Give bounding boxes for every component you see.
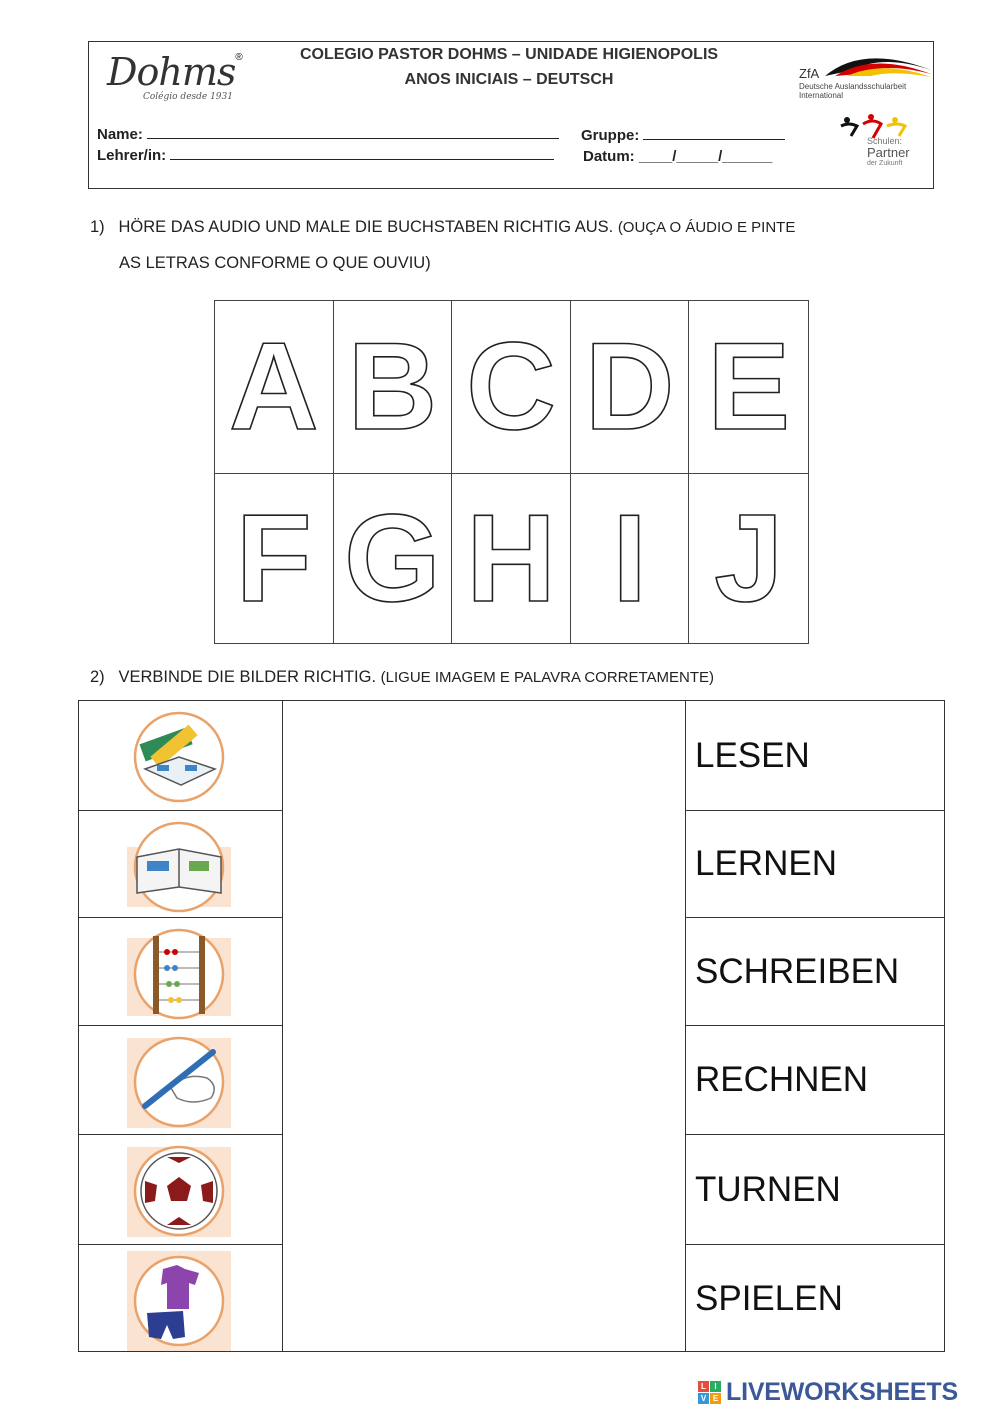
word-row[interactable] — [686, 810, 944, 917]
schulen-partner-logo — [837, 112, 917, 176]
liveworksheets-badge-icon — [698, 1381, 722, 1405]
letter-outline: A — [229, 318, 319, 456]
word-row[interactable] — [686, 1025, 944, 1134]
word-row[interactable] — [686, 701, 944, 810]
task1-text: HÖRE DAS AUDIO UND MALE DIE BUCHSTABEN RICHTIG AUS. — [118, 218, 614, 236]
matching-table — [78, 700, 945, 1352]
picture-row[interactable] — [79, 917, 282, 1025]
logo-registered-mark: ® — [235, 52, 243, 63]
soccer-ball-icon — [127, 1141, 231, 1241]
letter-outline: H — [466, 490, 556, 628]
word-label: LESEN — [695, 735, 810, 775]
school-title-line1: COLEGIO PASTOR DOHMS – UNIDADE HIGIENOPOLIS — [299, 46, 719, 63]
letter-outline: D — [584, 318, 675, 456]
task2-instruction — [90, 668, 714, 687]
letter-cell[interactable] — [334, 474, 453, 644]
date-label: Datum: — [583, 148, 635, 165]
zfa-flag-swoosh-icon — [823, 48, 933, 78]
letter-cell[interactable] — [452, 474, 571, 644]
picture-row[interactable] — [79, 810, 282, 917]
zfa-logo — [797, 48, 933, 104]
task1-number: 1) — [90, 218, 105, 236]
word-label: TURNEN — [695, 1169, 841, 1209]
open-book-icon — [127, 817, 231, 917]
letters-grid — [214, 300, 809, 644]
letter-cell[interactable] — [215, 474, 334, 644]
letter-cell[interactable] — [689, 474, 808, 644]
badge-letter: I — [710, 1381, 721, 1392]
picture-row[interactable] — [79, 701, 282, 810]
logo-text: Dohms — [107, 50, 236, 94]
letter-cell[interactable] — [334, 301, 453, 474]
letter-outline: J — [714, 490, 784, 628]
word-row[interactable] — [686, 1134, 944, 1244]
task2-text: VERBINDE DIE BILDER RICHTIG. — [118, 668, 377, 686]
word-label: SCHREIBEN — [695, 951, 900, 991]
badge-letter: L — [698, 1381, 709, 1392]
partner-text-1: Schulen: — [867, 136, 903, 146]
school-title-line2: ANOS INICIAIS – DEUTSCH — [404, 71, 614, 88]
letter-cell[interactable] — [452, 301, 571, 474]
task1-translation-b: AS LETRAS CONFORME O QUE OUVIU) — [119, 254, 431, 272]
school-title — [269, 42, 749, 92]
word-row[interactable] — [686, 1244, 944, 1353]
liveworksheets-brand[interactable] — [698, 1378, 994, 1408]
partner-text-2: Partner — [867, 145, 910, 160]
abacus-icon — [127, 924, 231, 1024]
liveworksheets-text: LIVEWORKSHEETS — [726, 1378, 958, 1406]
zfa-description-line2: International — [799, 91, 844, 100]
zfa-label: ZfA — [799, 66, 820, 81]
word-label: SPIELEN — [695, 1279, 843, 1318]
teacher-line[interactable] — [170, 147, 554, 160]
letter-cell[interactable] — [689, 301, 808, 474]
group-label: Gruppe: — [581, 127, 640, 144]
letter-cell[interactable] — [215, 301, 334, 474]
group-field — [581, 127, 785, 144]
letter-outline: F — [235, 490, 312, 628]
hand-pen-icon — [127, 1032, 231, 1132]
date-field — [583, 148, 772, 165]
picture-row[interactable] — [79, 1244, 282, 1353]
name-field — [97, 126, 559, 143]
connection-area[interactable] — [282, 700, 686, 1352]
letter-outline: B — [347, 318, 438, 456]
picture-row[interactable] — [79, 1025, 282, 1134]
logo-subtitle: Colégio desde 1931 — [143, 92, 233, 102]
zfa-description — [799, 82, 906, 100]
word-label: LERNEN — [695, 844, 837, 883]
task1-instruction — [90, 218, 795, 237]
group-line[interactable] — [643, 127, 785, 140]
pictures-column — [78, 700, 283, 1352]
name-line[interactable] — [147, 126, 559, 139]
teacher-field — [97, 147, 554, 164]
name-label: Name: — [97, 126, 143, 143]
teacher-label: Lehrer/in: — [97, 147, 167, 164]
letter-outline: C — [466, 318, 556, 456]
zfa-description-line1: Deutsche Auslandsschularbeit — [799, 82, 907, 91]
sports-clothes-icon — [127, 1251, 231, 1351]
letter-outline: I — [612, 490, 647, 628]
task1-translation-a: (OUÇA O ÁUDIO E PINTE — [617, 219, 796, 236]
letter-cell[interactable] — [571, 474, 690, 644]
letter-outline: G — [344, 490, 441, 628]
task2-number: 2) — [90, 668, 105, 686]
badge-letter: E — [710, 1393, 721, 1404]
task2-translation: (LIGUE IMAGEM E PALAVRA CORRETAMENTE) — [380, 669, 715, 686]
picture-row[interactable] — [79, 1134, 282, 1244]
books-ruler-icon — [127, 707, 231, 807]
letter-cell[interactable] — [571, 301, 690, 474]
worksheet-header — [88, 41, 934, 189]
word-label: RECHNEN — [695, 1060, 869, 1099]
words-column — [685, 700, 945, 1352]
word-row[interactable] — [686, 917, 944, 1025]
letter-outline: E — [707, 318, 791, 456]
date-blank[interactable]: ____/_____/______ — [638, 148, 773, 165]
dohms-logo — [107, 50, 243, 102]
partner-text-3: der Zukunft — [867, 160, 903, 167]
badge-letter: V — [698, 1393, 709, 1404]
